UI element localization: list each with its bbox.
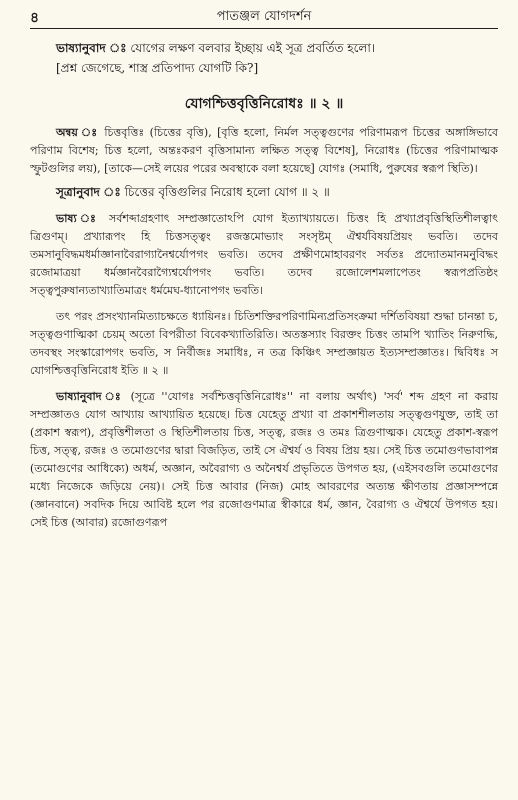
question-line: [প্রশ্ন জেগেছে, শাস্ত্র প্রতিপাদ্য যোগটি কি?] — [56, 61, 259, 75]
book-title: পাতঞ্জল যোগদর্শন — [216, 9, 312, 24]
sutra-translation-paragraph — [30, 182, 498, 202]
running-head — [30, 6, 498, 29]
intro-lead: ভাষ্যানুবাদ ঃ — [56, 41, 127, 55]
bhashya-translation-paragraph — [30, 388, 498, 532]
bhashya-lead: ভাষ্য ঃ — [56, 212, 101, 225]
bhashya-translation-lead: ভাষ্যানুবাদ ঃ — [56, 390, 124, 403]
sutra-heading: যোগশ্চিত্তবৃত্তিনিরোধঃ ॥ ২ ॥ — [184, 96, 344, 112]
intro-text: যোগের লক্ষণ বলবার ইচ্ছায় এই সূত্র প্রবর্তিত হলো। — [126, 41, 376, 55]
bhashya-paragraph-2: তৎ পরং প্রসংখ্যানমিত্যাচক্ষতে ধ্যায়িনঃ। চিতিশক্তিরপরিণামিন্যপ্রতিসংক্রমা দর্শিতবিষয়া শুদ্ধা চানন্তা চ, সত্ত্বগুণাত্মিকা চেয়ম্‌ অতো বিপরীতা বিবেকখ্যাতিরিতি। অতস্তস্যাং বিরক্তং চিত্তং তামপি খ্যাতিং নিরুণদ্ধি, তদবস্থং সংস্কারোপগং ভবতি, স নির্বীজঃ সমাধিঃ, ন তত্র কিঞ্চিৎ সম্প্রজ্ঞায়ত ইত্যসম্প্রজ্ঞাতঃ। দ্বিবিধঃ স যোগশ্চিত্তবৃত্তিনিরোধ ইতি ॥ ২ ॥ — [30, 310, 498, 377]
anvaya-lead: অন্বয় ঃ — [56, 126, 99, 139]
bhashya-paragraph — [30, 210, 498, 300]
sutra-translation-text: চিত্তের বৃত্তিগুলির নিরোধ হলো যোগ ॥ ২ ॥ — [120, 185, 330, 199]
sutra-translation-lead: সূত্রানুবাদ ঃ — [56, 185, 121, 199]
intro-paragraph — [30, 39, 498, 58]
page-number: ৪ — [30, 10, 40, 26]
bhashya-text: সর্বশব্দাগ্রহণাৎ সম্প্রজ্ঞাতোঽপি যোগ ইত্যাখ্যায়তে। চিত্তং হি প্রখ্যাপ্রবৃত্তিস্থিতিশীলত্বাৎ ত্রিগুণম্‌। প্রখ্যারূপং হি চিত্তসত্ত্বং রজস্তমোভ্যাং সংসৃষ্টম্‌ ঐশ্বর্যবিষয়প্রিয়ং ভবতি। তদেব তমসানুবিদ্ধমধর্মাজ্ঞানাবৈরাগ্যানৈশ্বর্যোপগং ভবতি। তদেব প্রক্ষীণমোহাবরণং সর্বতঃ প্রদ্যোতমানমনুবিদ্ধং রজোমাত্রয়া ধর্মজ্ঞানবৈরাগ্যৈশ্বর্যোপগং ভবতি। তদেব রজোলেশমলাপেতং স্বরূপপ্রতিষ্ঠং সত্ত্বপুরুষান্যতাখ্যাতিমাত্রং ধর্মমেঘ-ধ্যানোপগং ভবতি। — [30, 212, 498, 297]
anvaya-paragraph — [30, 124, 498, 178]
anvaya-text: চিত্তবৃত্তিঃ (চিত্তের বৃত্তি), [বৃত্তি হলো, নির্মল সত্ত্বগুণের পরিণামরূপ চিত্তের অঙ্গাঙ্গিভাবে পরিণাম বিশেষ; চিত্ত হলো, অন্তঃকরণ বৃত্তিসামান্য লক্ষিত সত্ত্ব বিশেষ], নিরোধঃ (চিত্তের পরিণামাত্মক স্ফুটগুলির লয়), [তাকে—সেই লয়ের পরের অবস্থাকে বলা হয়েছে] যোগঃ (সমাধি, পুরুষের স্বরূপ স্থিতি)। — [30, 126, 499, 175]
bhashya-translation-text: (সূত্রে ''যোগঃ সর্বশ্চিত্তবৃত্তিনিরোধঃ'' না বলায় অর্থাৎ) 'সর্ব' শব্দ গ্রহণ না করায় সম্প্রজ্ঞাতও যোগ আখ্যায় আখ্যায়িত হয়েছে। চিত্ত যেহেতু প্রখ্যা বা প্রকাশশীলতায় সত্ত্বগুণযুক্ত, তাই তা (প্রকাশ স্বরূপ), প্রবৃত্তিশীলতা ও স্থিতিশীলতায় চিত্ত, সত্ত্ব, রজঃ ও তমঃ ত্রিগুণাত্মক। যেহেতু প্রকাশ-স্বরূপ চিত্ত, সত্ত্ব, রজঃ ও তমোগুণের দ্বারা বিজড়িত, তাই সে ঐশ্বর্য ও বিষয় প্রিয় হয়। সেই চিত্ত তমোগুণভাবাপন্ন (তমোগুণের আধিক্যে) অধর্ম, অজ্ঞান, অবৈরাগ্য ও অনৈশ্বর্য প্রভৃতিতে উপগত হয়, (এইসবগুলি তমোগুণের মধ্যে নিজেকে জড়িয়ে নেয়)। সেই চিত্ত আবার (নিজ) মোহ আবরণের অত্যন্ত ক্ষীণতায় প্রজ্ঞাসম্পন্নে (জ্ঞানবানে) সবদিক দিয়ে আবিষ্ট হলে পর রজোগুণমাত্র স্বীকারে ধর্ম, জ্ঞান, বৈরাগ্য ও ঐশ্বর্যে উপগত হয়। সেই চিত্ত (আবার) রজোগুণরূপ — [30, 390, 498, 529]
